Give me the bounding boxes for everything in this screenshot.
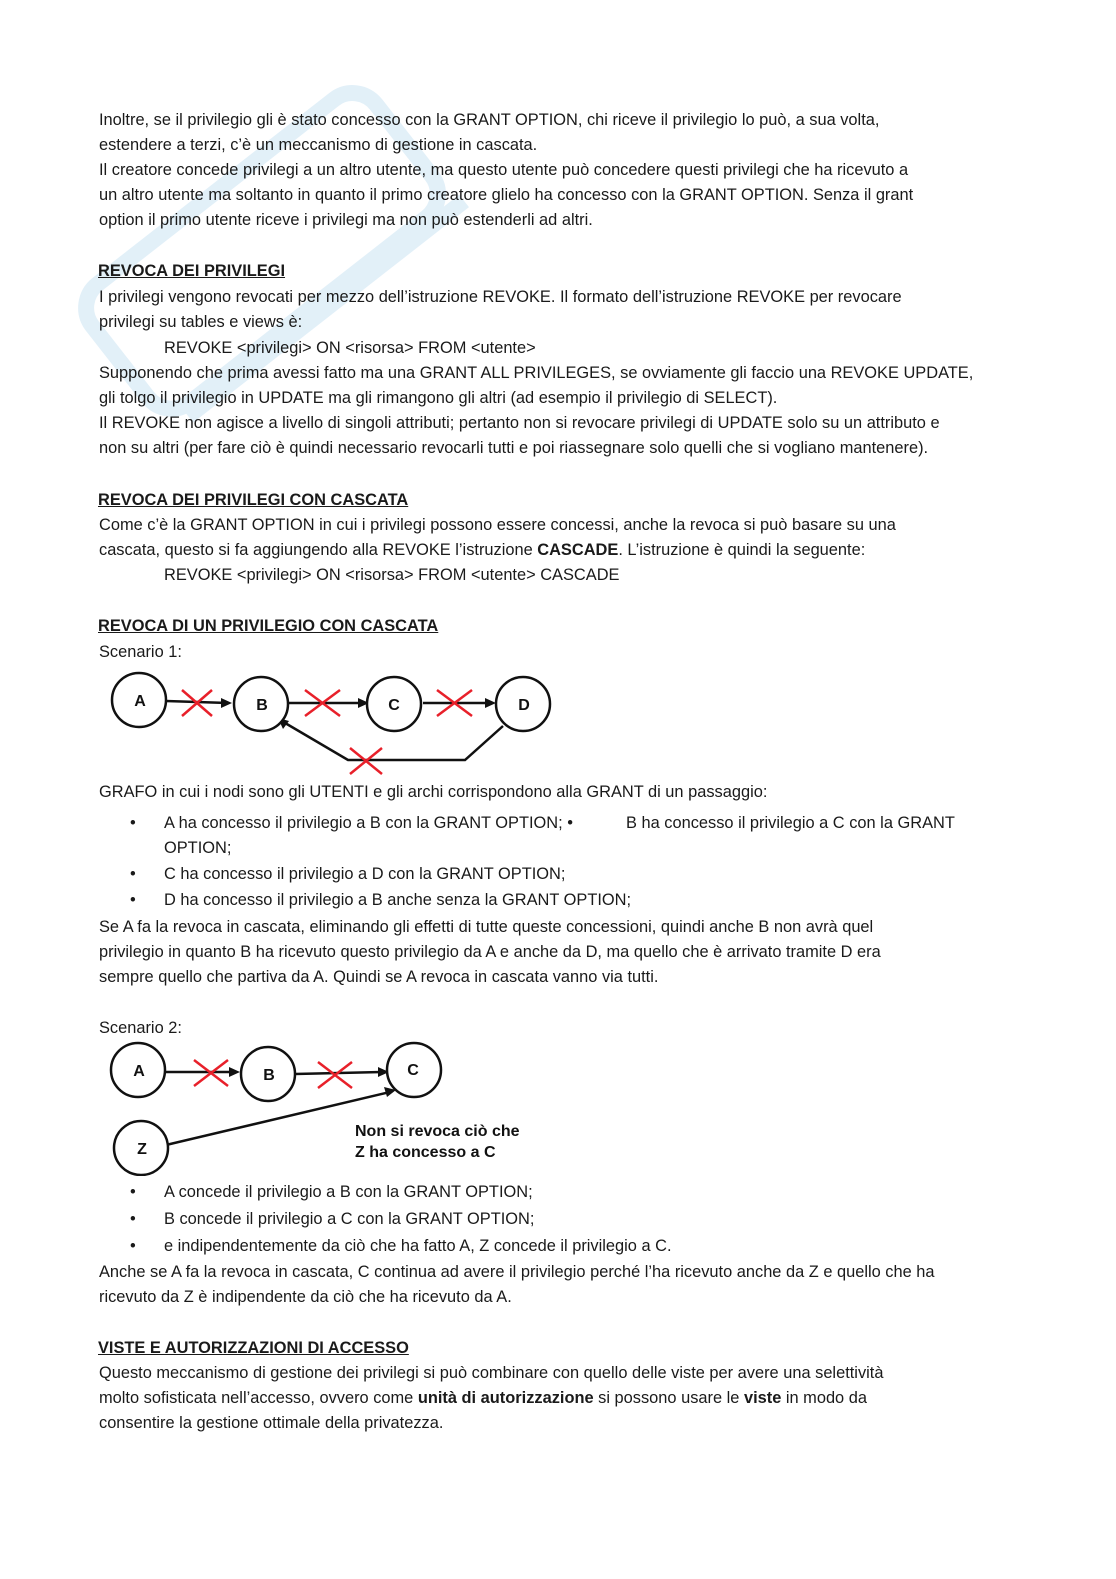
bullet-text: A ha concesso il privilegio a B con la GRANT OPTION; •	[164, 814, 573, 832]
text-run: molto sofisticata nell’accesso, ovvero come	[99, 1389, 418, 1407]
paragraph-line: Se A fa la revoca in cascata, eliminando gli effetti di tutte queste concessioni, quindi anche B non avrà quel	[99, 918, 874, 936]
bullet: •	[130, 865, 136, 883]
intro-line: option il primo utente riceve i privilegi ma non può estenderli ad altri.	[99, 211, 593, 229]
paragraph-line: I privilegi vengono revocati per mezzo dell’istruzione REVOKE. Il formato dell’istruzione REVOKE per revocare	[99, 288, 902, 306]
paragraph-line: Il REVOKE non agisce a livello di singoli attributi; pertanto non si revocare privilegi di UPDATE solo su un attributo e	[99, 414, 940, 432]
section-heading-viste: VISTE E AUTORIZZAZIONI DI ACCESSO	[98, 1339, 409, 1357]
intro-line: un altro utente ma soltanto in quanto il primo creatore glielo ha concesso con la GRANT OPTION. Senza il grant	[99, 186, 914, 204]
graph-note: Z ha concesso a C	[355, 1144, 496, 1161]
paragraph-line: Supponendo che prima avessi fatto ma una GRANT ALL PRIVILEGES, se ovviamente gli faccio una REVOKE UPDATE,	[99, 364, 974, 382]
bullet: •	[130, 1210, 136, 1228]
node-label: C	[388, 697, 400, 714]
cross-mark	[318, 1062, 352, 1088]
section-heading-singolo: REVOCA DI UN PRIVILEGIO CON CASCATA	[98, 617, 439, 635]
paragraph-line: consentire la gestione ottimale della privatezza.	[99, 1414, 444, 1432]
scenario-label: Scenario 2:	[99, 1019, 182, 1037]
code-line: REVOKE <privilegi> ON <risorsa> FROM <utente>	[164, 339, 536, 357]
graph-scenario-2	[100, 1040, 560, 1176]
paragraph-line: Anche se A fa la revoca in cascata, C continua ad avere il privilegio perché l’ha ricevuto anche da Z e quello che ha	[99, 1263, 935, 1281]
bullet-text: e indipendentemente da ciò che ha fatto A, Z concede il privilegio a C.	[164, 1237, 672, 1255]
paragraph-line: privilegi su tables e views è:	[99, 313, 303, 331]
intro-line: estendere a terzi, c’è un meccanismo di gestione in cascata.	[99, 136, 538, 154]
keyword-cascade: CASCADE	[537, 541, 619, 559]
text-run: . L’istruzione è quindi la seguente:	[618, 541, 866, 559]
text-run: cascata, questo si fa aggiungendo alla REVOKE l’istruzione	[99, 541, 538, 559]
section-heading-revoca: REVOCA DEI PRIVILEGI	[98, 262, 286, 280]
intro-line: Inoltre, se il privilegio gli è stato concesso con la GRANT OPTION, chi riceve il privilegio lo può, a sua volta,	[99, 111, 880, 129]
paragraph-line: non su altri (per fare ciò è quindi necessario revocarli tutti e poi riassegnare solo quelli che si vogliano mantenere).	[99, 439, 929, 457]
text-run: si possono usare le	[593, 1389, 744, 1407]
intro-line: Il creatore concede privilegi a un altro utente, ma questo utente può concedere questi privilegi che ha ricevuto a	[99, 161, 909, 179]
bullet-text: B concede il privilegio a C con la GRANT OPTION;	[164, 1210, 535, 1228]
bold-term: unità di autorizzazione	[417, 1389, 594, 1407]
graph-note: Non si revoca ciò che	[355, 1123, 520, 1140]
node-label: A	[134, 693, 146, 710]
bullet: •	[130, 1183, 136, 1201]
bullet-text: A concede il privilegio a B con la GRANT OPTION;	[164, 1183, 533, 1201]
paragraph-line: gli tolgo il privilegio in UPDATE ma gli rimangono gli altri (ad esempio il privilegio di SELECT).	[99, 389, 778, 407]
bullet: •	[130, 814, 136, 832]
node-label: A	[133, 1063, 145, 1080]
bullet: •	[130, 1237, 136, 1255]
paragraph-line: Questo meccanismo di gestione dei privilegi si può combinare con quello delle viste per avere una selettività	[99, 1364, 884, 1382]
section-heading-cascata: REVOCA DEI PRIVILEGI CON CASCATA	[98, 491, 409, 509]
bullet: •	[130, 891, 136, 909]
node-label: C	[407, 1062, 419, 1079]
node-label: D	[518, 697, 530, 714]
paragraph-line: Come c’è la GRANT OPTION in cui i privilegi possono essere concessi, anche la revoca si può basare su una	[99, 516, 896, 534]
scenario-label: Scenario 1:	[99, 643, 182, 661]
code-line: REVOKE <privilegi> ON <risorsa> FROM <utente> CASCADE	[164, 566, 620, 584]
node-label: B	[263, 1067, 275, 1084]
bullet-text: D ha concesso il privilegio a B anche senza la GRANT OPTION;	[164, 891, 632, 909]
paragraph-line: privilegio in quanto B ha ricevuto questo privilegio da A e anche da D, ma quello che è arrivato tramite D era	[99, 943, 881, 961]
paragraph-line: GRAFO in cui i nodi sono gli UTENTI e gli archi corrispondono alla GRANT di un passaggio:	[99, 783, 768, 801]
paragraph-line	[99, 1386, 867, 1411]
text-run: in modo da	[781, 1389, 867, 1407]
bullet-text: B ha concesso il privilegio a C con la GRANT	[626, 814, 955, 832]
bullet-text: C ha concesso il privilegio a D con la GRANT OPTION;	[164, 865, 566, 883]
bullet-text: OPTION;	[164, 839, 232, 857]
paragraph-line: sempre quello che partiva da A. Quindi se A revoca in cascata vanno via tutti.	[99, 968, 659, 986]
bold-term: viste	[743, 1389, 782, 1407]
node-label: Z	[137, 1141, 147, 1158]
paragraph-line	[99, 538, 865, 563]
node-label: B	[256, 697, 268, 714]
graph-scenario-1	[100, 668, 560, 780]
paragraph-line: ricevuto da Z è indipendente da ciò che ha ricevuto da A.	[99, 1288, 512, 1306]
